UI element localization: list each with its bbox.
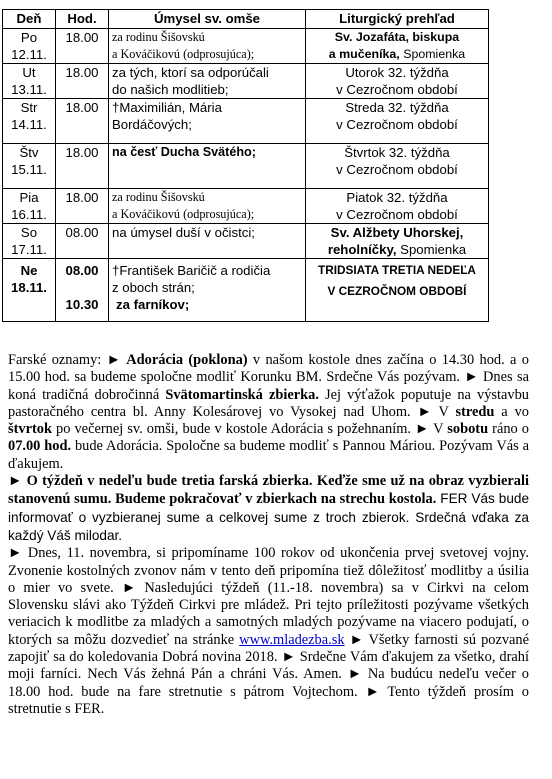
mladezba-link[interactable]: www.mladezba.sk <box>239 631 345 648</box>
hour-cell <box>56 259 109 322</box>
intention-line: Bordáčových; <box>112 117 192 132</box>
announcement-text: ► Všetky farnosti sú pozvané zapojiť sa do koledovania Dobrá novina 2018. ► Srdečne Vám ďakujem za všetko, drahí moji farníci. Nech Vás žehná Pán a chráni Vás. Amen. ► Na budúcu nedeľu večer o 18.00 hod. bude na fare stretnutie s pátrom Vojtechom. ► Tento týždeň prosím o stretnutie s FER. <box>8 631 530 717</box>
table-header-row <box>3 10 489 29</box>
date-label: 12.11. <box>11 47 47 62</box>
liturgy-line: Streda 32. týždňa <box>345 100 449 115</box>
announcement-emphasis: stredu <box>455 403 495 420</box>
table-row <box>3 259 489 322</box>
liturgy-cell <box>306 29 489 64</box>
table-row <box>3 29 489 64</box>
intention-cell <box>109 259 306 322</box>
intention-line: †František Baričič a rodičia <box>112 263 271 278</box>
day-label: Ut <box>22 65 36 80</box>
table-row <box>3 64 489 99</box>
day-label: Po <box>20 30 38 45</box>
announcement-emphasis: Adorácia (poklona) <box>126 352 248 368</box>
date-label: 18.11. <box>11 280 47 295</box>
day-label: Pia <box>19 190 39 205</box>
hour-cell: 18.00 <box>56 144 109 189</box>
intention-line: za rodinu Šišovskú <box>112 30 205 44</box>
announcement-text: a vo <box>494 403 529 420</box>
parish-announcements <box>8 352 529 718</box>
announcement-paragraph <box>8 352 529 473</box>
announcement-paragraph <box>8 545 529 718</box>
announcement-emphasis: sobotu <box>447 421 489 438</box>
liturgy-line: v Cezročnom období <box>336 207 458 222</box>
announcement-text: ► Dnes, 11. novembra, si pripomíname 100 rokov od ukončenia prvej svetovej vojny. Zvonenie kostolných zvonov nám v tento deň pripomína tiež dôležitosť modlitby a úsilia o mier vo svete. ► Nasledujúci týždeň (11.-18. novembra) sa v Cirkvi na celom Slovensku slávi ako Týždeň Cirkvi pre mládež. Pri tejto príležitosti pozývame všetkých veriacich k modlitbe za mladých a samotných mladých pozývame na viacero podujatí, o ktorých sa môžu dozvedieť na stránke <box>8 545 529 648</box>
hour-cell: 18.00 <box>56 99 109 144</box>
announcement-text: v našom kostole dnes začína o 14.30 hod. a o 15.00 hod. sa budeme spoločne modliť Korunku BM. Srdečne Vás pozývam. ► Dnes sa koná tradičná dobročinná <box>8 352 529 403</box>
day-label: Str <box>20 100 38 115</box>
liturgy-cell <box>306 189 489 224</box>
liturgy-cell <box>306 64 489 99</box>
intention-line: a Kováčikovú (odprosujúca); <box>112 47 255 61</box>
day-cell <box>3 189 56 224</box>
liturgy-line: V CEZROČNOM OBDOBÍ <box>327 284 467 298</box>
announcement-text: FER Vás bude informovať o vyzbieranej sume a celkovej sume z troch zbierok. Srdečná vďaka za každý Váš milodar. <box>8 491 530 543</box>
day-cell <box>3 99 56 144</box>
intention-cell <box>109 64 306 99</box>
liturgy-line <box>309 241 485 258</box>
announcement-emphasis: ► O týždeň v nedeľu bude tretia farská zbierka. Keďže sme už na obraz vyzbierali stanovenú sumu. Budeme pokračovať v zbierkach na strechu kostola. <box>8 473 529 508</box>
day-label: So <box>20 225 38 240</box>
liturgy-line: v Cezročnom období <box>336 162 458 177</box>
header-intention: Úmysel sv. omše <box>109 10 306 29</box>
announcement-text: Farské oznamy: ► <box>8 352 127 368</box>
intention-line: za farníkov; <box>116 297 190 312</box>
intention-line: za rodinu Šišovskú <box>112 190 205 204</box>
announcement-text: Jej výťažok poputuje na výstavbu pastoračného centra bl. Anny Kolesárovej vo Vysokej nad Uhom. ► V <box>8 386 529 420</box>
intention-line: do našich modlitieb; <box>112 82 229 97</box>
liturgy-line <box>309 46 485 63</box>
liturgy-bold: a mučeníka, <box>328 47 400 61</box>
announcement-emphasis: 07.00 hod. <box>8 438 72 455</box>
intention-cell <box>109 189 306 224</box>
day-cell <box>3 64 56 99</box>
day-cell <box>3 259 56 322</box>
day-cell <box>3 144 56 189</box>
intention-cell <box>109 99 306 144</box>
header-day: Deň <box>3 10 56 29</box>
liturgy-line: Sv. Jozafáta, biskupa <box>334 30 460 44</box>
liturgy-line: TRIDSIATA TRETIA NEDEĽA <box>318 263 476 277</box>
day-cell <box>3 224 56 259</box>
date-label: 13.11. <box>11 82 47 97</box>
hour-cell: 18.00 <box>56 29 109 64</box>
intention-cell <box>109 29 306 64</box>
date-label: 14.11. <box>11 117 47 132</box>
table-row <box>3 99 489 144</box>
intention-line: a Kováčikovú (odprosujúca); <box>112 207 255 221</box>
table-row <box>3 224 489 259</box>
date-label: 17.11. <box>11 242 47 257</box>
day-label: Ne <box>20 263 38 278</box>
announcement-paragraph <box>8 473 529 545</box>
hour-cell: 08.00 <box>56 224 109 259</box>
intention-line: na česť Ducha Svätého; <box>112 145 256 159</box>
liturgy-line: Štvrtok 32. týždňa <box>344 145 450 160</box>
intention-line: z oboch strán; <box>112 280 195 295</box>
liturgy-line: Utorok 32. týždňa <box>345 65 449 80</box>
intention-cell: na úmysel duší v očistci; <box>109 224 306 259</box>
header-liturgy: Liturgický prehľad <box>306 10 489 29</box>
date-label: 16.11. <box>11 207 47 222</box>
liturgy-bold: reholníčky, <box>327 242 397 257</box>
intention-line: za tých, ktorí sa odporúčali <box>112 65 269 80</box>
liturgy-rest: Spomienka <box>396 242 467 257</box>
date-label: 15.11. <box>11 162 47 177</box>
intention-cell <box>109 144 306 189</box>
announcement-text: bude Adorácia. Spoločne sa budeme modliť s Pannou Máriou. Pozývam Vás a ďakujem. <box>8 438 529 472</box>
announcement-emphasis: štvrtok <box>8 421 52 438</box>
announcement-text: ráno o <box>488 421 529 438</box>
table-row <box>3 189 489 224</box>
liturgy-cell <box>306 259 489 322</box>
liturgy-cell <box>306 99 489 144</box>
liturgy-line: Piatok 32. týždňa <box>346 190 448 205</box>
announcement-emphasis: Svätomartinská zbierka. <box>165 386 319 403</box>
liturgy-rest: Spomienka <box>399 47 466 61</box>
liturgy-line: v Cezročnom období <box>336 117 458 132</box>
liturgy-cell <box>306 224 489 259</box>
header-hour: Hod. <box>56 10 109 29</box>
announcement-text: po večernej sv. omši, bude v kostole Adorácia s požehnaním. ► V <box>51 421 448 438</box>
liturgy-cell <box>306 144 489 189</box>
hour-cell: 18.00 <box>56 189 109 224</box>
hour-cell: 18.00 <box>56 64 109 99</box>
hour-line: 10.30 <box>65 297 99 312</box>
day-label: Štv <box>19 145 39 160</box>
liturgy-line: Sv. Alžbety Uhorskej, <box>330 225 464 240</box>
intention-line: †Maximilián, Mária <box>112 100 222 115</box>
day-cell <box>3 29 56 64</box>
table-row <box>3 144 489 189</box>
hour-line: 08.00 <box>65 263 99 278</box>
mass-schedule-table <box>2 9 489 322</box>
liturgy-line: v Cezročnom období <box>336 82 458 97</box>
